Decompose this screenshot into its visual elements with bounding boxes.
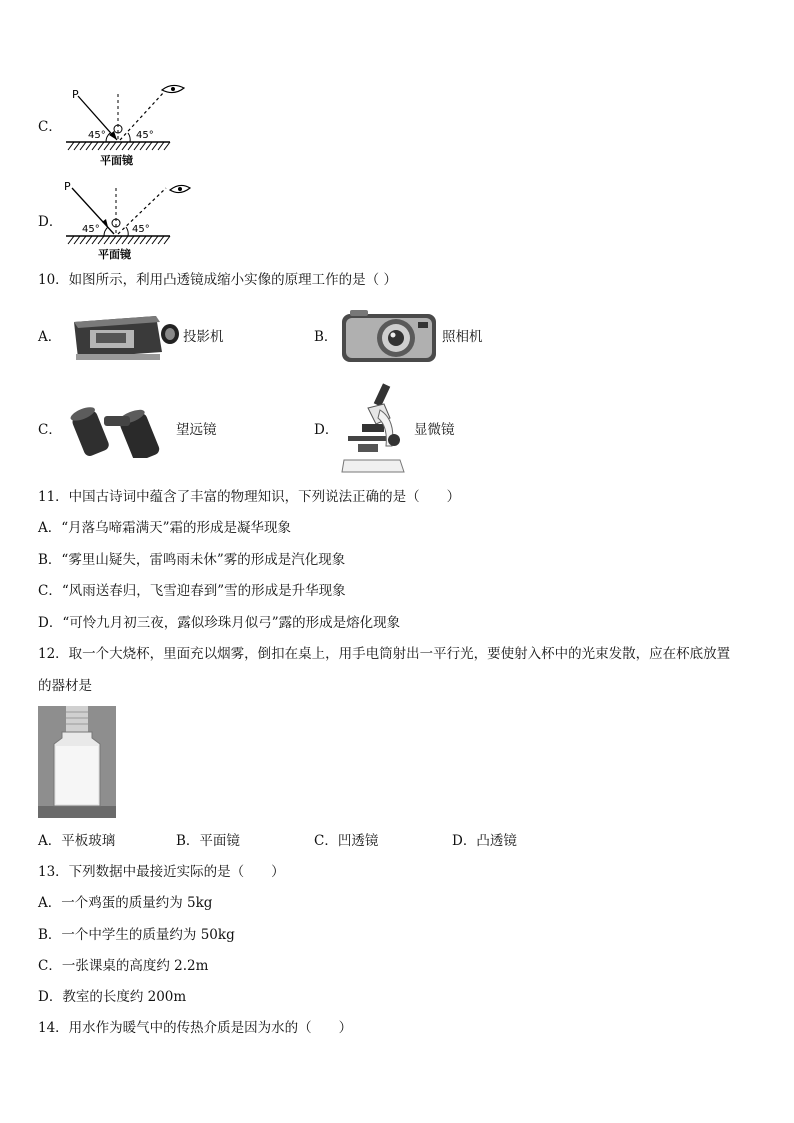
q11-option-d[interactable]: D．“可怜九月初三夜，露似珍珠月似弓”露的形成是熔化现象 (38, 615, 401, 631)
q9-c-angle-right: 45° (136, 130, 154, 141)
q9-d-mirror-label: 平面镜 (98, 248, 131, 261)
beaker-figure (38, 706, 116, 818)
q9-option-d-letter: D． (38, 214, 63, 230)
projector-icon (70, 308, 185, 363)
q10-option-d-letter[interactable]: D． (314, 422, 339, 438)
q11-option-c[interactable]: C．“风雨送春归，飞雪迎春到”雪的形成是升华现象 (38, 583, 346, 599)
q10-stem: 10．如图所示，利用凸透镜成缩小实像的原理工作的是（ ） (38, 272, 397, 288)
q9-d-angle-right: 45° (132, 224, 150, 235)
q11-option-b[interactable]: B．“雾里山疑失，雷鸣雨未休”雾的形成是汽化现象 (38, 552, 346, 568)
q9-d-point-label: P (64, 180, 71, 193)
q13-option-c[interactable]: C．一张课桌的高度约 2.2m (38, 958, 209, 974)
q9-c-angle-left: 45° (88, 130, 106, 141)
q12-option-b[interactable]: B．平面镜 (176, 833, 240, 849)
q9-option-c-letter: C． (38, 119, 62, 135)
q13-option-a[interactable]: A．一个鸡蛋的质量约为 5kg (38, 895, 213, 911)
q12-stem-line2: 的器材是 (38, 678, 92, 694)
q9-option-c-diagram (62, 80, 197, 168)
q9-d-angle-left: 45° (82, 224, 100, 235)
q13-stem: 13．下列数据中最接近实际的是（ ） (38, 864, 285, 880)
binoculars-icon (66, 396, 178, 458)
q14-stem: 14．用水作为暖气中的传热介质是因为水的（ ） (38, 1020, 353, 1036)
q10-option-c-letter[interactable]: C． (38, 422, 62, 438)
q12-option-c[interactable]: C．凹透镜 (314, 833, 379, 849)
q13-option-b[interactable]: B．一个中学生的质量约为 50kg (38, 927, 235, 943)
q9-c-mirror-label: 平面镜 (100, 154, 133, 167)
q10-option-a-letter[interactable]: A． (38, 329, 62, 345)
q12-option-d[interactable]: D．凸透镜 (452, 833, 517, 849)
q9-option-d-diagram (58, 178, 198, 266)
camera-icon (340, 308, 440, 364)
q12-stem-line1: 12．取一个大烧杯，里面充以烟雾，倒扣在桌上，用手电筒射出一平行光，要使射入杯中的光束发散，应在杯底放置 (38, 646, 731, 662)
q11-option-a[interactable]: A．“月落乌啼霜满天”霜的形成是凝华现象 (38, 520, 292, 536)
q10-option-d-label: 显微镜 (414, 422, 455, 438)
microscope-icon (340, 380, 412, 475)
q10-option-b-label: 照相机 (442, 329, 483, 345)
q13-option-d[interactable]: D．教室的长度约 200m (38, 989, 187, 1005)
q9-c-point-label: P (72, 88, 79, 101)
q10-option-c-label: 望远镜 (176, 422, 217, 438)
q10-option-b-letter[interactable]: B． (314, 329, 338, 345)
q10-option-a-label: 投影机 (183, 329, 224, 345)
q11-stem: 11．中国古诗词中蕴含了丰富的物理知识，下列说法正确的是（ ） (38, 489, 461, 505)
q12-option-a[interactable]: A．平板玻璃 (38, 833, 116, 849)
